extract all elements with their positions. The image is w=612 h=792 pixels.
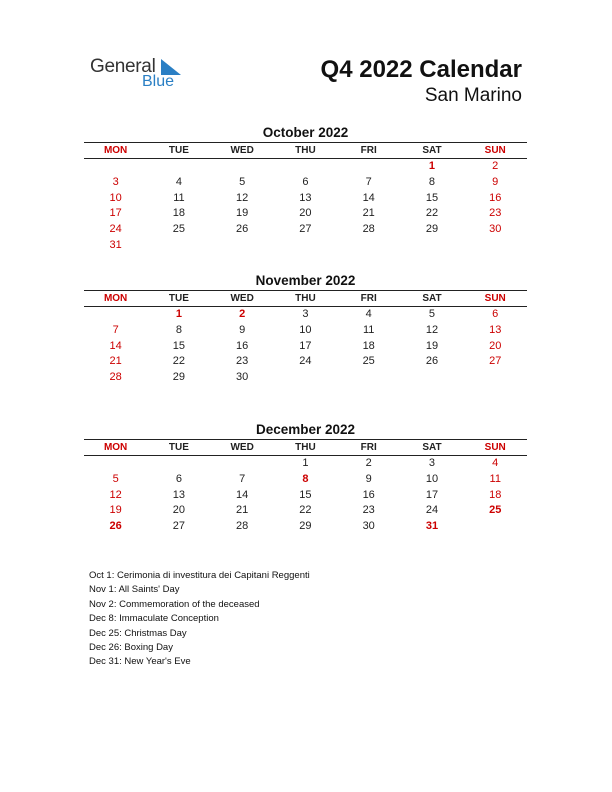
day-cell: 15: [172, 339, 186, 352]
day-cell: 26: [109, 520, 122, 533]
day-cell: 27: [172, 520, 186, 533]
empty-day-cell: [337, 159, 400, 175]
holiday-notes: [89, 569, 310, 670]
day-cell: 19: [425, 339, 439, 352]
day-cell: 2: [365, 457, 372, 469]
week-row: [84, 238, 527, 254]
day-cell: 11: [362, 323, 375, 336]
month-october: [84, 124, 527, 254]
day-cell: 14: [362, 191, 375, 204]
day-cell: 28: [236, 520, 249, 533]
month-december: [84, 421, 527, 535]
empty-day-cell: [147, 159, 210, 175]
day-cell: 31: [109, 238, 122, 251]
week-row: [84, 354, 527, 370]
week-row: [84, 159, 527, 175]
empty-day-cell: [211, 238, 274, 254]
day-cell: 17: [299, 339, 312, 352]
day-cell: 18: [489, 488, 502, 501]
week-row: [84, 503, 527, 519]
generalblue-logo: [90, 56, 200, 92]
empty-day-cell: [211, 159, 274, 175]
day-cell: 14: [109, 339, 122, 352]
day-cell: 12: [236, 191, 249, 204]
weekday-header: [84, 142, 527, 159]
holiday-note: Dec 25: Christmas Day: [89, 627, 187, 639]
day-cell: 16: [362, 488, 375, 501]
day-cell: 18: [362, 339, 375, 352]
day-cell: 10: [109, 191, 122, 204]
weekday-label: WED: [230, 293, 254, 304]
day-cell: 10: [299, 323, 312, 336]
day-cell: 6: [492, 308, 499, 320]
day-cell: 30: [489, 223, 502, 236]
week-row: [84, 339, 527, 355]
weekday-label: MON: [103, 442, 128, 453]
empty-day-cell: [337, 238, 400, 254]
day-cell: 20: [489, 339, 502, 352]
day-cell: 8: [175, 323, 182, 336]
day-cell: 3: [302, 308, 309, 320]
day-cell: 5: [239, 175, 246, 188]
empty-day-cell: [400, 238, 463, 254]
empty-day-cell: [274, 238, 337, 254]
day-cell: 21: [109, 355, 122, 368]
day-cell: 4: [492, 457, 499, 469]
day-cell: 16: [236, 339, 249, 352]
week-row: [84, 370, 527, 386]
day-cell: 28: [109, 371, 122, 384]
day-cell: 18: [172, 207, 186, 220]
day-cell: 6: [175, 472, 182, 485]
week-row: [84, 191, 527, 207]
day-cell: 21: [236, 504, 249, 517]
weekday-label: THU: [295, 145, 316, 156]
month-title: October 2022: [262, 125, 349, 140]
day-cell: 1: [428, 160, 436, 172]
empty-day-cell: [464, 370, 527, 386]
day-cell: 23: [236, 355, 249, 368]
empty-day-cell: [211, 456, 274, 472]
weekday-header: [84, 290, 527, 307]
day-cell: 23: [362, 504, 375, 517]
day-cell: 5: [112, 472, 119, 485]
weekday-label: THU: [295, 293, 316, 304]
day-cell: 29: [299, 520, 312, 533]
empty-day-cell: [84, 456, 147, 472]
day-cell: 15: [425, 191, 439, 204]
holiday-note: Nov 1: All Saints' Day: [89, 584, 180, 596]
weekday-label: WED: [230, 145, 254, 156]
day-cell: 27: [299, 223, 312, 236]
day-cell: 17: [425, 488, 439, 501]
weekday-label: SUN: [484, 145, 506, 156]
weekday-label: SAT: [422, 442, 442, 453]
day-cell: 2: [239, 308, 246, 320]
day-cell: 7: [365, 175, 372, 188]
day-cell: 30: [236, 371, 249, 384]
day-cell: 27: [489, 355, 502, 368]
day-cell: 20: [299, 207, 312, 220]
day-cell: 24: [425, 504, 439, 517]
day-cell: 20: [172, 504, 186, 517]
day-cell: 16: [489, 191, 502, 204]
month-title: November 2022: [255, 273, 356, 288]
weekday-label: MON: [103, 145, 128, 156]
day-cell: 6: [302, 175, 309, 188]
day-cell: 24: [109, 223, 122, 236]
holiday-note: Nov 2: Commemoration of the deceased: [89, 598, 260, 610]
weekday-label: SAT: [422, 293, 442, 304]
day-cell: 28: [362, 223, 375, 236]
weekday-label: SAT: [422, 145, 442, 156]
day-cell: 22: [299, 504, 312, 517]
day-cell: 1: [175, 308, 182, 320]
day-cell: 21: [362, 207, 375, 220]
day-cell: 26: [236, 223, 249, 236]
week-row: [84, 222, 527, 238]
week-row: [84, 456, 527, 472]
day-cell: 13: [299, 191, 312, 204]
empty-day-cell: [147, 238, 210, 254]
weekday-label: THU: [295, 442, 316, 453]
day-cell: 3: [428, 457, 436, 469]
weekday-label: TUE: [168, 442, 189, 453]
empty-day-cell: [274, 159, 337, 175]
page-subtitle: San Marino: [424, 85, 522, 106]
day-cell: 11: [489, 472, 501, 485]
day-cell: 9: [492, 175, 499, 188]
day-cell: 30: [362, 520, 375, 533]
day-cell: 25: [362, 355, 375, 368]
month-title: December 2022: [255, 422, 356, 437]
week-row: [84, 175, 527, 191]
day-cell: 24: [299, 355, 312, 368]
day-cell: 12: [425, 323, 439, 336]
holiday-note: Oct 1: Cerimonia di investitura dei Capitani Reggenti: [89, 570, 310, 581]
weekday-label: FRI: [360, 442, 377, 453]
day-cell: 25: [489, 504, 502, 517]
weekday-label: FRI: [360, 293, 377, 304]
weekday-label: SUN: [484, 293, 506, 304]
weekday-label: TUE: [168, 293, 189, 304]
weekday-label: TUE: [168, 145, 189, 156]
week-row: [84, 323, 527, 339]
day-cell: 13: [489, 323, 502, 336]
week-row: [84, 206, 527, 222]
day-cell: 31: [425, 520, 439, 533]
day-cell: 4: [175, 175, 182, 188]
day-cell: 19: [109, 504, 122, 517]
holiday-note: Dec 31: New Year's Eve: [89, 656, 191, 668]
day-cell: 22: [172, 355, 186, 368]
week-row: [84, 488, 527, 504]
empty-day-cell: [464, 519, 527, 535]
day-cell: 4: [365, 308, 372, 320]
day-cell: 14: [236, 488, 249, 501]
day-cell: 23: [489, 207, 502, 220]
empty-day-cell: [84, 159, 147, 175]
weekday-header: [84, 439, 527, 456]
empty-day-cell: [400, 370, 463, 386]
holiday-note: Dec 26: Boxing Day: [89, 641, 173, 653]
day-cell: 13: [172, 488, 186, 501]
weekday-label: WED: [230, 442, 254, 453]
day-cell: 19: [236, 207, 249, 220]
holiday-note: Dec 8: Immaculate Conception: [89, 613, 219, 625]
day-cell: 10: [425, 472, 439, 485]
empty-day-cell: [84, 307, 147, 323]
logo-general-text: General: [90, 56, 156, 77]
empty-day-cell: [274, 370, 337, 386]
weekday-label: SUN: [484, 442, 506, 453]
day-cell: 9: [365, 472, 372, 485]
day-cell: 29: [172, 371, 186, 384]
day-cell: 29: [425, 223, 439, 236]
weekday-label: MON: [103, 293, 128, 304]
day-cell: 12: [109, 488, 122, 501]
empty-day-cell: [464, 238, 527, 254]
week-row: [84, 519, 527, 535]
day-cell: 9: [239, 323, 246, 336]
day-cell: 11: [173, 191, 185, 204]
day-cell: 3: [112, 175, 119, 188]
empty-day-cell: [337, 370, 400, 386]
day-cell: 26: [425, 355, 439, 368]
page-title: Q4 2022 Calendar: [320, 56, 522, 83]
day-cell: 22: [425, 207, 439, 220]
day-cell: 5: [428, 308, 436, 320]
day-cell: 25: [172, 223, 186, 236]
empty-day-cell: [147, 456, 210, 472]
week-row: [84, 307, 527, 323]
day-cell: 7: [112, 323, 119, 336]
day-cell: 1: [302, 457, 309, 469]
week-row: [84, 472, 527, 488]
day-cell: 17: [109, 207, 122, 220]
day-cell: 8: [302, 472, 309, 485]
day-cell: 2: [492, 160, 499, 172]
month-november: [84, 272, 527, 386]
weekday-label: FRI: [360, 145, 377, 156]
day-cell: 15: [299, 488, 312, 501]
day-cell: 8: [428, 175, 436, 188]
day-cell: 7: [239, 472, 246, 485]
logo-blue-text: Blue: [142, 73, 175, 90]
